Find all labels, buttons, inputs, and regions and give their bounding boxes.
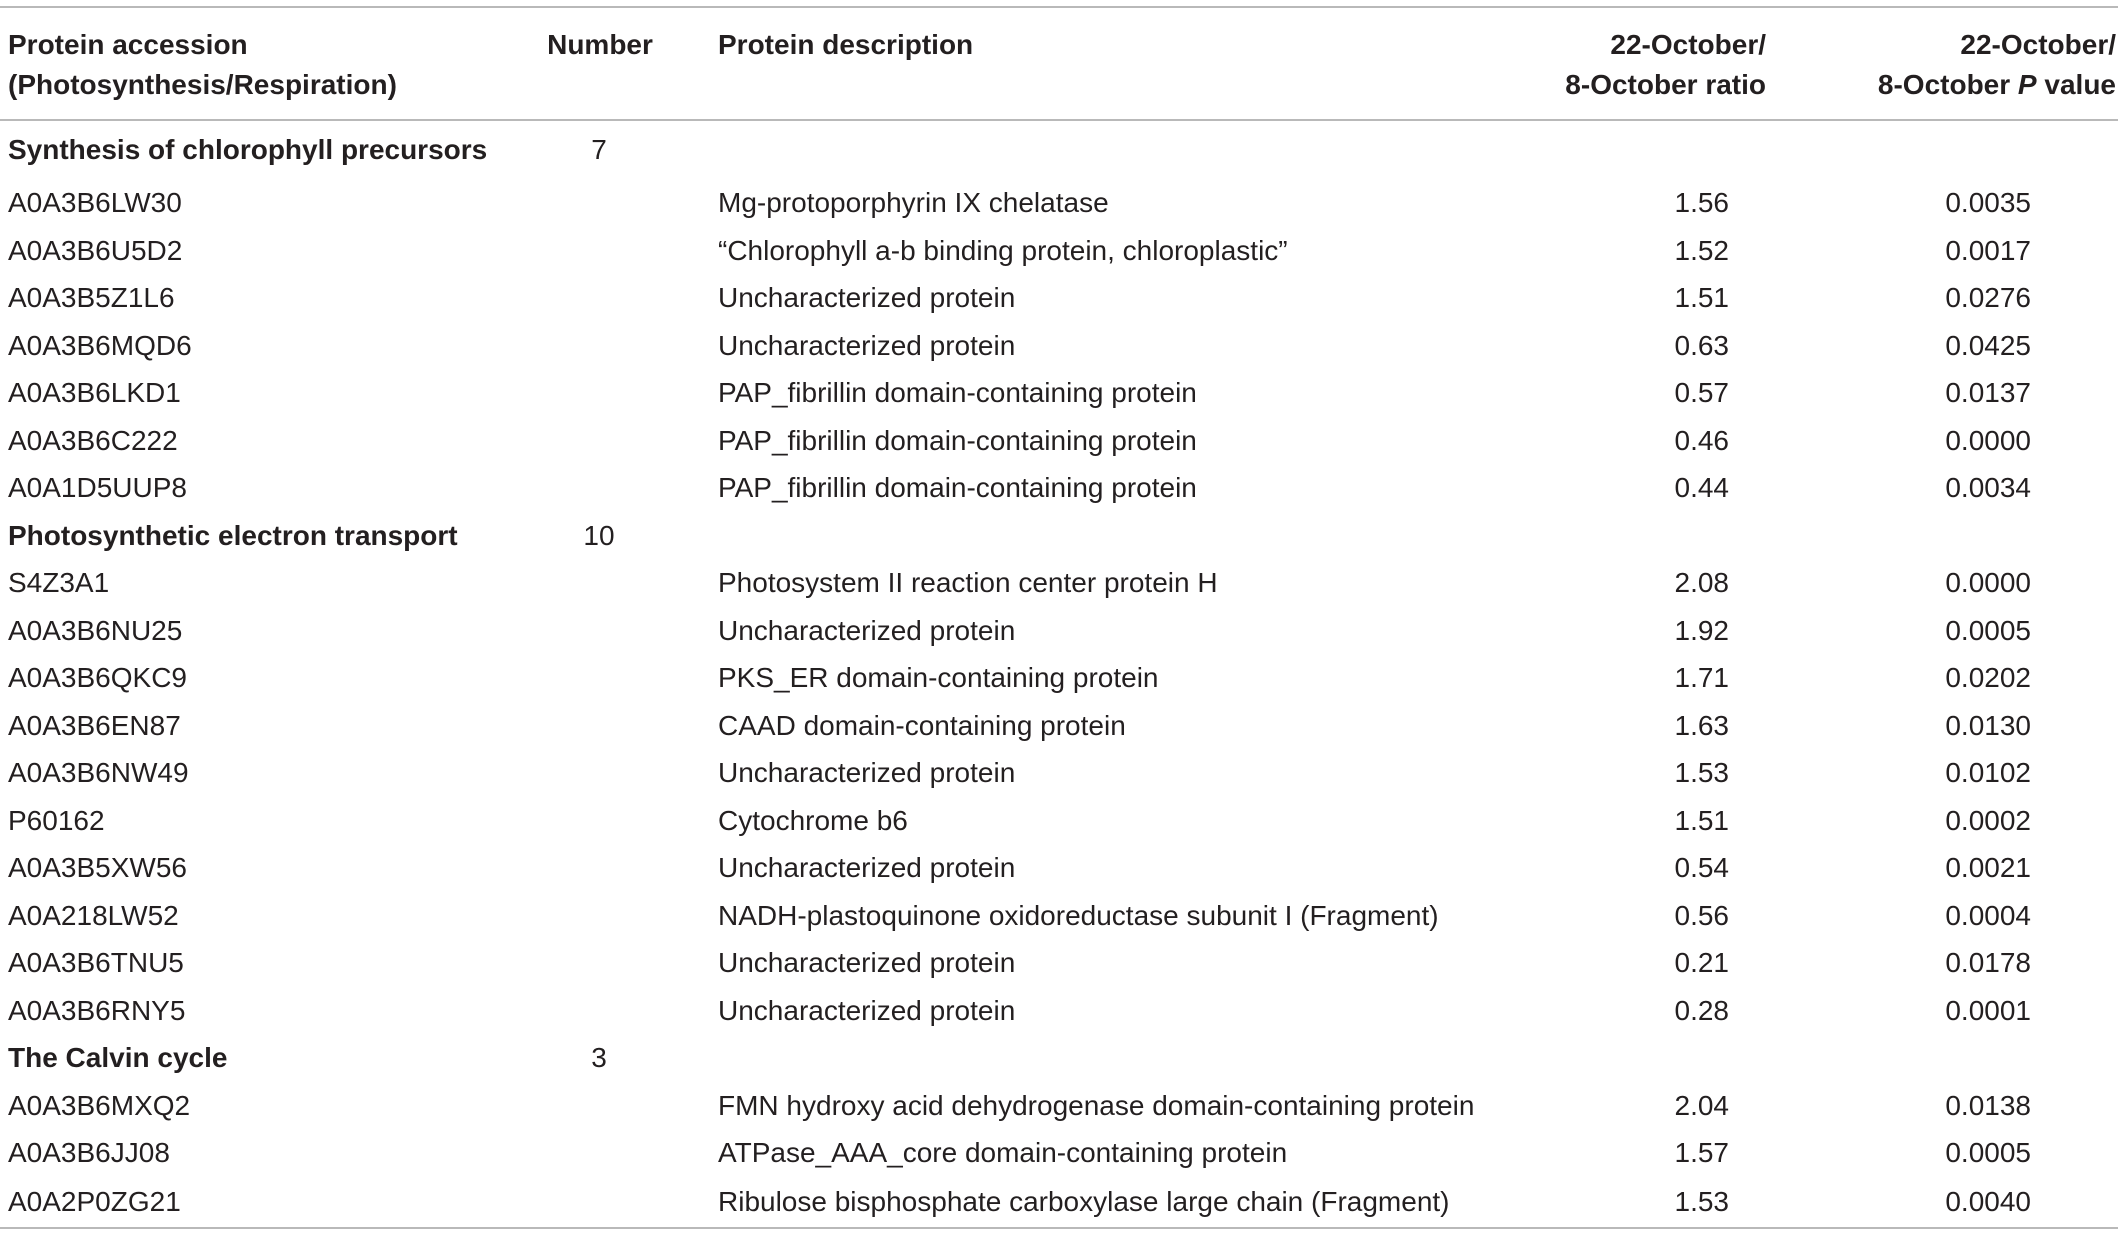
table-row (0, 274, 2118, 322)
ratio-value: 2.08 (1674, 567, 1729, 598)
protein-description: FMN hydroxy acid dehydrogenase domain-containing protein (718, 1089, 1475, 1121)
table-body (0, 120, 2118, 1228)
ratio-value: 1.92 (1674, 614, 1729, 646)
ratio-value: 0.46 (1674, 424, 1729, 456)
group-empty-p-value (1840, 120, 2118, 179)
p-value: 0.0178 (1945, 947, 2031, 978)
protein-description: Uncharacterized protein (718, 994, 1016, 1026)
protein-accession: A0A3B6MQD6 (8, 329, 192, 361)
header-protein-accession-line2: (Photosynthesis/Respiration) (8, 69, 397, 100)
group-number: 7 (591, 134, 607, 165)
group-empty-description (710, 512, 1500, 560)
header-p-value (1840, 7, 2118, 120)
header-p-value-line2-post: value (2036, 69, 2116, 100)
protein-table (0, 6, 2118, 1229)
protein-description: Uncharacterized protein (718, 852, 1016, 883)
protein-accession: A0A3B5XW56 (8, 852, 187, 883)
p-value: 0.0138 (1945, 1089, 2031, 1121)
ratio-value: 1.52 (1674, 234, 1729, 266)
p-value: 0.0034 (1945, 472, 2031, 503)
table-row (0, 1082, 2118, 1130)
row-number-empty (520, 654, 710, 702)
header-row (0, 7, 2118, 120)
table-row (0, 559, 2118, 607)
group-row (0, 512, 2118, 560)
row-number-empty (520, 607, 710, 655)
ratio-value: 1.56 (1674, 187, 1729, 218)
group-name: The Calvin cycle (8, 1042, 228, 1073)
protein-description: Ribulose bisphosphate carboxylase large chain (Fragment) (718, 1185, 1450, 1217)
protein-description: NADH-plastoquinone oxidoreductase subunit I (Fragment) (718, 899, 1439, 931)
row-number-empty (520, 559, 710, 607)
protein-accession: A0A3B6JJ08 (8, 1137, 170, 1168)
header-p-value-italic-p: P (2017, 69, 2037, 100)
protein-accession: A0A3B6MXQ2 (8, 1089, 191, 1121)
protein-description: ATPase_AAA_core domain-containing protein (718, 1137, 1288, 1168)
table-row (0, 464, 2118, 512)
row-number-empty (520, 464, 710, 512)
table-row (0, 417, 2118, 465)
table-row (0, 749, 2118, 797)
p-value: 0.0005 (1945, 614, 2031, 646)
protein-description: CAAD domain-containing protein (718, 709, 1126, 741)
protein-accession: A0A3B5Z1L6 (8, 282, 175, 313)
header-ratio-line1: 22-October/ (1610, 29, 1766, 60)
group-empty-ratio (1500, 512, 1840, 560)
protein-accession: A0A3B6NU25 (8, 614, 183, 646)
group-empty-p-value (1840, 1034, 2118, 1082)
p-value: 0.0002 (1945, 804, 2031, 836)
protein-description: Photosystem II reaction center protein H (718, 567, 1218, 598)
p-value: 0.0040 (1945, 1185, 2031, 1217)
header-protein-accession-line1: Protein accession (8, 29, 248, 60)
row-number-empty (520, 844, 710, 892)
header-p-value-line2-pre: 8-October (1877, 69, 2018, 100)
group-empty-description (710, 1034, 1500, 1082)
group-name: Synthesis of chlorophyll precursors (8, 134, 488, 165)
p-value: 0.0021 (1945, 852, 2031, 883)
protein-description: Uncharacterized protein (718, 947, 1016, 978)
p-value: 0.0004 (1945, 899, 2031, 931)
p-value: 0.0000 (1945, 424, 2031, 456)
table-row (0, 844, 2118, 892)
p-value: 0.0102 (1945, 757, 2031, 788)
table-row (0, 1177, 2118, 1228)
ratio-value: 1.53 (1674, 757, 1729, 788)
ratio-value: 1.57 (1674, 1137, 1729, 1168)
row-number-empty (520, 322, 710, 370)
protein-accession: A0A3B6EN87 (8, 709, 181, 741)
p-value: 0.0001 (1945, 994, 2031, 1026)
protein-accession: P60162 (8, 804, 105, 836)
ratio-value: 0.44 (1674, 472, 1729, 503)
protein-accession: A0A1D5UUP8 (8, 472, 187, 503)
table-row (0, 369, 2118, 417)
protein-description: Cytochrome b6 (718, 804, 908, 836)
group-empty-ratio (1500, 1034, 1840, 1082)
header-p-value-line1: 22-October/ (1960, 29, 2116, 60)
protein-description: “Chlorophyll a-b binding protein, chloroplastic” (718, 234, 1288, 266)
protein-accession: A0A3B6C222 (8, 424, 178, 456)
group-number: 3 (591, 1042, 607, 1073)
row-number-empty (520, 702, 710, 750)
ratio-value: 1.53 (1674, 1185, 1729, 1217)
row-number-empty (520, 227, 710, 275)
p-value: 0.0017 (1945, 234, 2031, 266)
protein-table-container (0, 6, 2118, 1229)
row-number-empty (520, 179, 710, 227)
table-row (0, 1129, 2118, 1177)
row-number-empty (520, 749, 710, 797)
protein-description: Mg-protoporphyrin IX chelatase (718, 187, 1109, 218)
protein-accession: A0A2P0ZG21 (8, 1185, 181, 1217)
row-number-empty (520, 987, 710, 1035)
header-number: Number (547, 29, 653, 60)
protein-description: Uncharacterized protein (718, 757, 1016, 788)
ratio-value: 0.28 (1674, 994, 1729, 1026)
protein-accession: A0A3B6LW30 (8, 187, 182, 218)
ratio-value: 0.56 (1674, 899, 1729, 931)
row-number-empty (520, 892, 710, 940)
protein-description: PAP_fibrillin domain-containing protein (718, 377, 1197, 408)
protein-accession: S4Z3A1 (8, 567, 110, 598)
table-row (0, 227, 2118, 275)
table-row (0, 939, 2118, 987)
protein-accession: A0A218LW52 (8, 899, 179, 931)
table-row (0, 702, 2118, 750)
ratio-value: 1.71 (1674, 662, 1729, 693)
row-number-empty (520, 417, 710, 465)
group-name: Photosynthetic electron transport (8, 519, 458, 551)
table-row (0, 179, 2118, 227)
row-number-empty (520, 939, 710, 987)
ratio-value: 1.51 (1674, 282, 1729, 313)
p-value: 0.0000 (1945, 567, 2031, 598)
ratio-value: 0.21 (1674, 947, 1729, 978)
protein-accession: A0A3B6RNY5 (8, 994, 186, 1026)
group-empty-description (710, 120, 1500, 179)
row-number-empty (520, 369, 710, 417)
p-value: 0.0035 (1945, 187, 2031, 218)
group-row (0, 120, 2118, 179)
table-row (0, 892, 2118, 940)
p-value: 0.0425 (1945, 329, 2031, 361)
table-row (0, 987, 2118, 1035)
table-row (0, 797, 2118, 845)
table-header (0, 7, 2118, 120)
group-empty-p-value (1840, 512, 2118, 560)
protein-description: PKS_ER domain-containing protein (718, 662, 1159, 693)
row-number-empty (520, 797, 710, 845)
protein-accession: A0A3B6TNU5 (8, 947, 184, 978)
table-row (0, 322, 2118, 370)
row-number-empty (520, 274, 710, 322)
p-value: 0.0005 (1945, 1137, 2031, 1168)
header-protein-description: Protein description (718, 29, 974, 60)
ratio-value: 0.63 (1674, 329, 1729, 361)
ratio-value: 1.63 (1674, 709, 1729, 741)
protein-description: PAP_fibrillin domain-containing protein (718, 472, 1197, 503)
protein-description: Uncharacterized protein (718, 282, 1016, 313)
ratio-value: 0.54 (1674, 852, 1729, 883)
table-row (0, 654, 2118, 702)
ratio-value: 0.57 (1674, 377, 1729, 408)
group-empty-ratio (1500, 120, 1840, 179)
ratio-value: 1.51 (1674, 804, 1729, 836)
row-number-empty (520, 1129, 710, 1177)
protein-accession: A0A3B6NW49 (8, 757, 189, 788)
protein-description: PAP_fibrillin domain-containing protein (718, 424, 1197, 456)
row-number-empty (520, 1177, 710, 1228)
p-value: 0.0202 (1945, 662, 2031, 693)
ratio-value: 2.04 (1674, 1089, 1729, 1121)
protein-description: Uncharacterized protein (718, 329, 1016, 361)
protein-description: Uncharacterized protein (718, 614, 1016, 646)
protein-accession: A0A3B6LKD1 (8, 377, 181, 408)
protein-accession: A0A3B6U5D2 (8, 234, 183, 266)
p-value: 0.0130 (1945, 709, 2031, 741)
row-number-empty (520, 1082, 710, 1130)
group-row (0, 1034, 2118, 1082)
group-number: 10 (583, 519, 615, 551)
header-ratio (1500, 7, 1840, 120)
p-value: 0.0276 (1945, 282, 2031, 313)
header-protein-accession (0, 7, 520, 120)
protein-accession: A0A3B6QKC9 (8, 662, 187, 693)
table-row (0, 607, 2118, 655)
header-ratio-line2: 8-October ratio (1565, 69, 1766, 100)
p-value: 0.0137 (1945, 377, 2031, 408)
